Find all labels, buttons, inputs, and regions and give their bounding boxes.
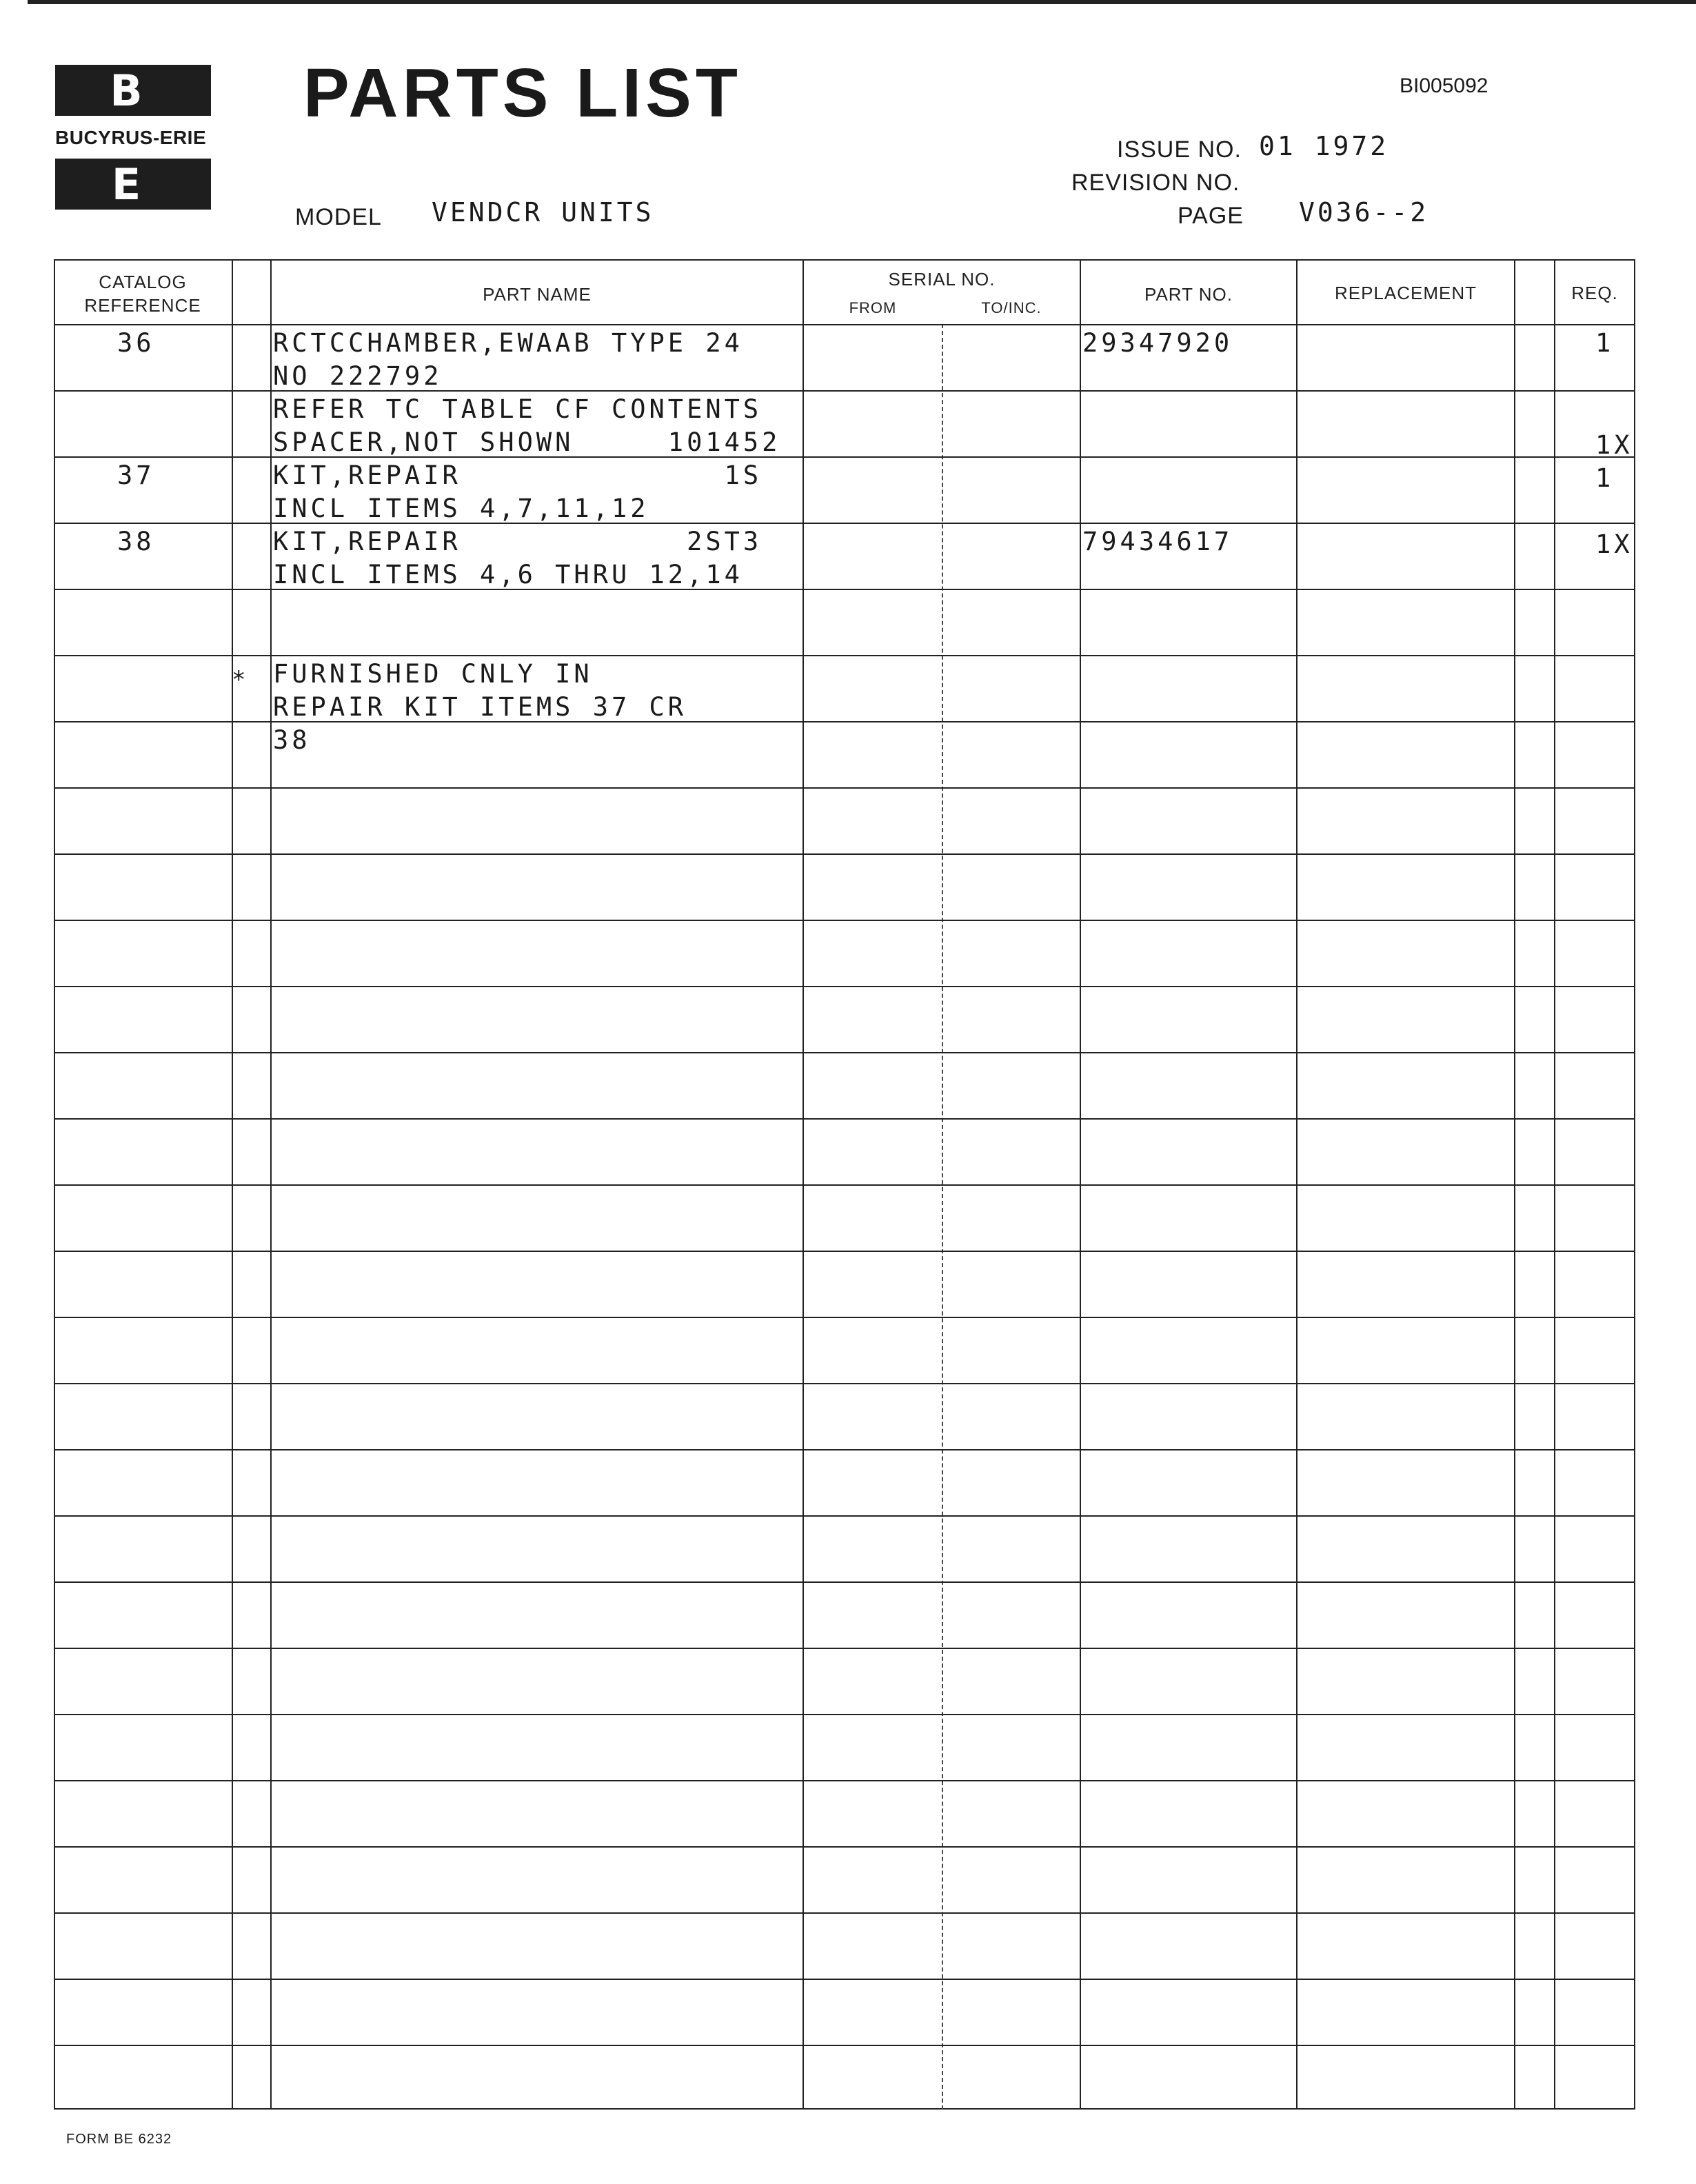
col-part-name: PART NAME [483, 284, 592, 305]
company-logo-top: B [55, 65, 211, 116]
table-rule [54, 1912, 1635, 1914]
row-7-req: 1X [1595, 529, 1633, 559]
table-rule [54, 1449, 1635, 1450]
table-rule [54, 1780, 1635, 1781]
row-1-name: RCTCCHAMBER,EWAAB TYPE 24 [273, 328, 743, 358]
row-7-ref: 38 [117, 527, 155, 556]
footnote-marker: * [232, 666, 246, 694]
col-req: REQ. [1571, 283, 1618, 303]
company-logo-bottom: E [55, 159, 211, 210]
row-4-name: SPACER,NOT SHOWN 101452 [273, 427, 781, 457]
row-2-name: NO 222792 [273, 361, 443, 391]
table-rule [54, 1648, 1635, 1649]
col-from: FROM [849, 299, 897, 316]
table-rule [54, 986, 1635, 987]
col-catalog-reference: CATALOG REFERENCE [84, 272, 201, 316]
table-rule [54, 2045, 1635, 2046]
table-rule [54, 1846, 1635, 1848]
issue-value: 01 1972 [1259, 131, 1389, 161]
row-3-name: REFER TC TABLE CF CONTENTS [273, 394, 763, 424]
row-5-ref: 37 [117, 461, 155, 490]
row-11-name: FURNISHED CNLY IN [273, 659, 593, 689]
table-rule [54, 1515, 1635, 1517]
row-5-name: KIT,REPAIR 1S [273, 461, 763, 490]
table-rule [54, 1714, 1635, 1715]
table-rule [54, 1118, 1635, 1120]
table-rule [54, 787, 1635, 789]
row-7-part-no: 79434617 [1082, 527, 1233, 556]
table-rule [54, 920, 1635, 921]
document-id: BI005092 [1400, 74, 1488, 97]
model-label: MODEL [295, 204, 382, 230]
col-replacement: REPLACEMENT [1334, 283, 1477, 303]
page-title: PARTS LIST [303, 54, 742, 132]
row-1-req: 1 [1595, 328, 1615, 358]
table-rule [54, 1979, 1635, 1980]
form-number: FORM BE 6232 [66, 2132, 172, 2147]
page-value: V036--2 [1299, 197, 1429, 228]
col-serial-no: SERIAL NO. [888, 269, 996, 290]
row-1-ref: 36 [117, 328, 155, 358]
top-border [28, 0, 1696, 4]
row-8-name: INCL ITEMS 4,6 THRU 12,14 [273, 560, 743, 589]
row-1-part-no: 29347920 [1082, 328, 1233, 358]
table-rule [54, 1383, 1635, 1384]
table-rule [54, 1251, 1635, 1252]
row-6-name: INCL ITEMS 4,7,11,12 [273, 494, 649, 523]
col-to-inc: TO/INC. [981, 299, 1042, 316]
page-label: PAGE [1178, 203, 1244, 229]
row-7-name: KIT,REPAIR 2ST3 [273, 527, 763, 556]
table-rule [54, 655, 1635, 656]
row-13-name: 38 [273, 725, 311, 755]
row-12-name: REPAIR KIT ITEMS 37 CR [273, 692, 687, 722]
table-rule [54, 1052, 1635, 1053]
table-rule [54, 324, 1635, 325]
table-rule [54, 1581, 1635, 1583]
col-part-no: PART NO. [1144, 284, 1233, 305]
revision-label: REVISION NO. [1071, 170, 1240, 196]
issue-label: ISSUE NO. [1117, 136, 1242, 163]
company-name: BUCYRUS-ERIE [55, 127, 207, 148]
row-5-req: 1 [1595, 463, 1615, 493]
row-4-req: 1X [1595, 430, 1633, 460]
table-rule [54, 1317, 1635, 1318]
table-rule [54, 1184, 1635, 1186]
table-rule [54, 853, 1635, 855]
model-value: VENDCR UNITS [432, 197, 654, 228]
